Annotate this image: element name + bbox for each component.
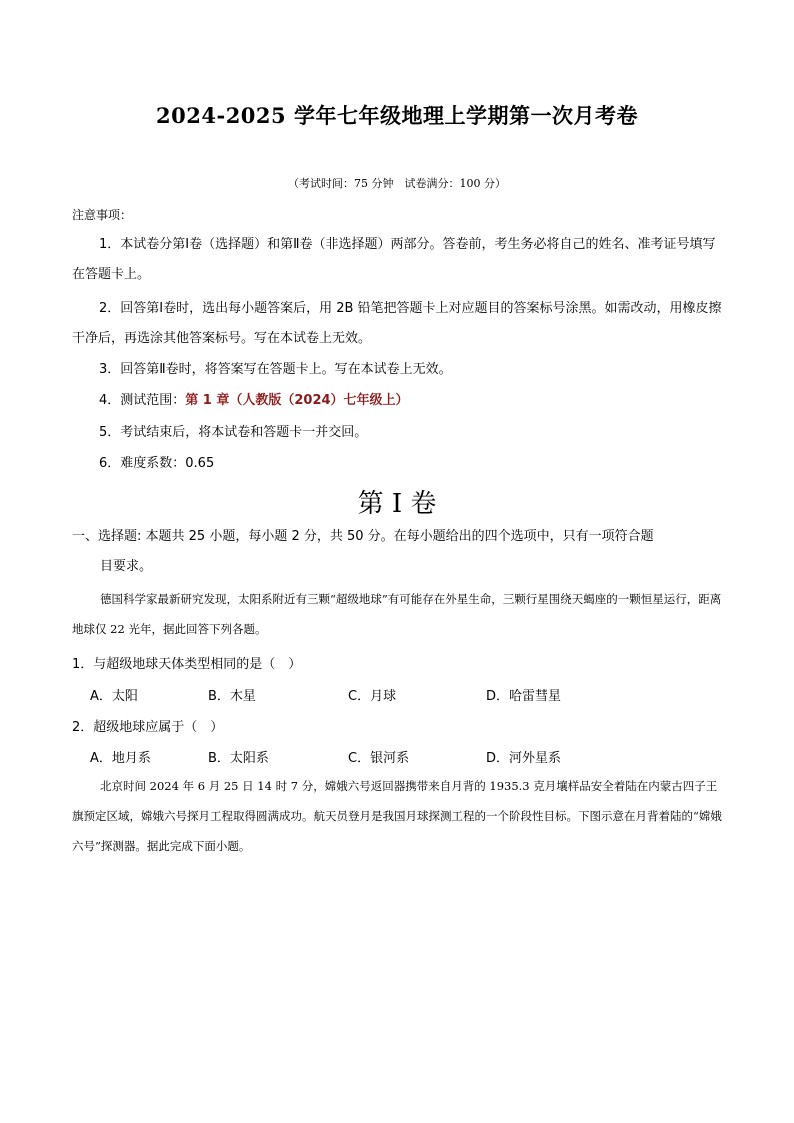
section-instructions [72,522,726,582]
test-scope: 第 1 章（人教版（2024）七年级上） [185,393,409,408]
section-instructions-line-1: 一、选择题: 本题共 25 小题，每小题 2 分，共 50 分。在每小题给出的四个选项中，只有一项符合题 [72,529,654,544]
question-2-option-d: D．河外星系 [486,751,562,766]
question-2-option-b: B．太阳系 [208,751,269,766]
section-title: 第 I 卷 [357,489,437,519]
question-1-option-d: D．哈雷彗星 [486,689,562,704]
question-1-option-a: A．太阳 [90,689,138,704]
notice-item-3: 3．回答第Ⅱ卷时，将答案写在答题卡上。写在本试卷上无效。 [99,362,452,377]
notice-item-2: 2．回答第Ⅰ卷时，选出每小题答案后，用 2B 铅笔把答题卡上对应题目的答案标号涂黑。如需改动，用橡皮擦干净后，再选涂其他答案标号。写在本试卷上无效。 [72,301,722,346]
question-2-option-a: A．地月系 [90,751,151,766]
question-2-option-c: C．银河系 [348,751,410,766]
notice-item-4 [72,386,724,416]
notice-heading: 注意事项： [72,208,133,222]
section-instructions-line-2: 目要求。 [100,559,153,574]
question-1-option-b: B．木星 [208,689,256,704]
notice-item-6: 6．难度系数：0.65 [99,456,215,471]
question-1-stem: 1．与超级地球天体类型相同的是（ ） [72,657,302,672]
reading-passage-1: 德国科学家最新研究发现，太阳系附近有三颗“超级地球”有可能存在外星生命，三颗行星围绕天蝎座的一颗恒星运行，距离地球仅 22 光年，据此回答下列各题。 [72,592,722,636]
notice-item-1: 1．本试卷分第Ⅰ卷（选择题）和第Ⅱ卷（非选择题）两部分。答卷前，考生务必将自己的姓名、准考证号填写在答题卡上。 [72,237,716,282]
exam-title: 2024-2025 学年七年级地理上学期第一次月考卷 [156,103,638,128]
question-2-stem: 2．超级地球应属于（ ） [72,720,224,735]
reading-passage-2: 北京时间 2024 年 6 月 25 日 14 时 7 分，嫦娥六号返回器携带来自月背的 1935.3 克月壤样品安全着陆在内蒙古四子王旗预定区域，嫦娥六号探月工程取得圆满成功。航天员登月是我国月球探测工程的一个阶段性目标。下图示意在月背着陆的“嫦娥六号”探测器。据此完成下面小题。 [72,779,722,853]
notice-item-5: 5．考试结束后，将本试卷和答题卡一并交回。 [99,425,368,440]
notice-item-4-prefix: 4．测试范围： [99,393,186,408]
question-1-option-c: C．月球 [348,689,397,704]
exam-time-info: （考试时间：75 分钟 试卷满分：100 分） [288,177,506,190]
